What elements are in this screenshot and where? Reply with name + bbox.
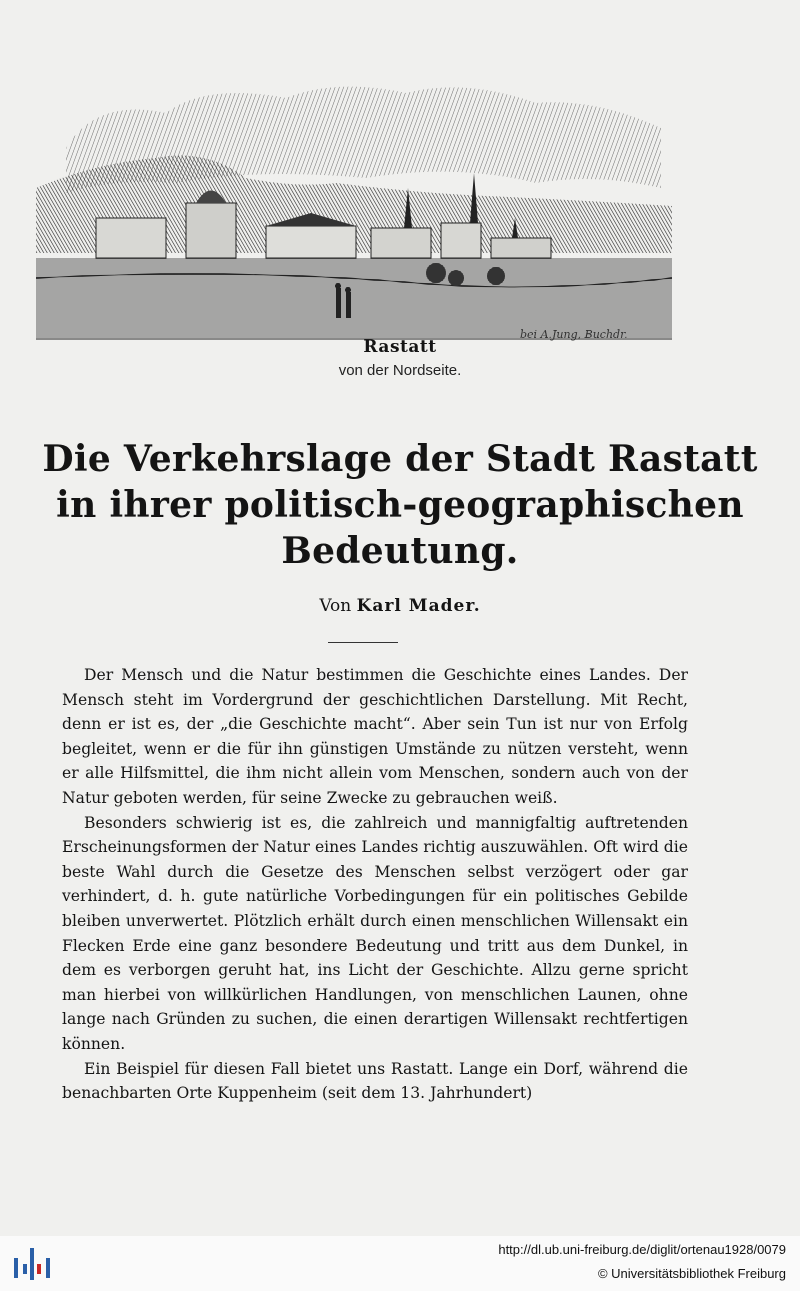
byline-prefix: Von [319,596,352,616]
author-name: Karl Mader. [356,596,481,616]
byline [0,596,800,616]
paragraph: Besonders schwierig ist es, die zahlreich und mannigfaltig auftretenden Erscheinungsformen der Natur eines Landes richtig auszuwählen. Oft wird die beste Wahl durch die Gesetze des Menschen selbst verzögert oder gar verhindert, d. h. gute natürliche Vorbedingungen für ein politisches Gebilde bleiben unverwertet. Plötzlich erhält durch einen menschlichen Willensakt ein Flecken Erde eine ganz besondere Bedeutung und tritt aus dem Dunkel, in dem es verborgen geruht hat, ins Licht der Geschichte. Allzu gerne spricht man hierbei von willkürlichen Handlungen, von menschlichen Launen, ohne lange nach Gründen zu suchen, die einen derartigen Willensakt rechtfertigen können. [62,813,688,1053]
library-logo-icon [10,1244,54,1284]
source-url-link[interactable]: http://dl.ub.uni-freiburg.de/diglit/ortenau1928/0079 [498,1242,786,1257]
engraver-credit: bei A.Jung, Buchdr. [520,328,628,341]
illustration-caption-subtitle: von der Nordseite. [338,362,462,379]
rastatt-engraving-illustration [36,78,672,340]
title-divider [328,642,398,643]
copyright-notice: © Universitätsbibliothek Freiburg [597,1266,786,1281]
article-body [62,663,688,1106]
article-title: Die Verkehrslage der Stadt Rastatt in ihrer politisch-geographischen Bedeutung. [42,438,758,572]
paragraph: Der Mensch und die Natur bestimmen die Geschichte eines Landes. Der Mensch steht im Vordergrund der geschichtlichen Darstellung. Mit Recht, denn er ist es, der „die Geschichte macht“. Aber sein Tun ist nur von Erfolg begleitet, wenn er die für ihn günstigen Umstände zu nützen versteht, wenn er alle Hilfsmittel, die ihm nicht allein vom Menschen, sondern auch von der Natur geboten werden, für seine Zwecke zu gebrauchen weiß. [62,666,688,807]
paragraph: Ein Beispiel für diesen Fall bietet uns Rastatt. Lange ein Dorf, während die benachbarten Orte Kuppenheim (seit dem 13. Jahrhundert) [62,1059,688,1103]
illustration-caption-title: Rastatt [363,337,437,357]
